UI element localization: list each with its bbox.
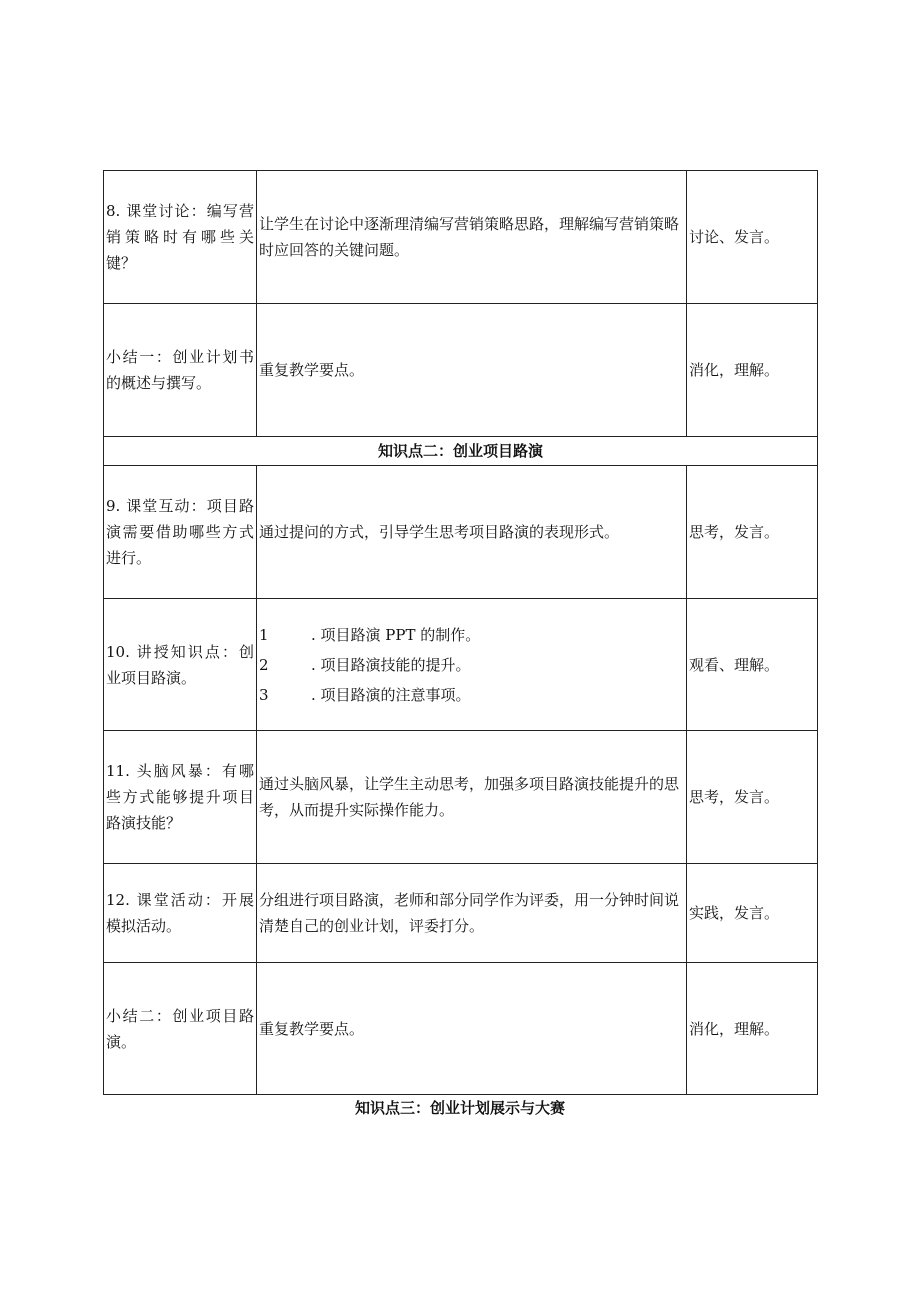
content-cell: 通过头脑风暴，让学生主动思考，加强多项目路演技能提升的思考，从而提升实际操作能力。 — [257, 731, 687, 864]
step-text: 小结一：创业计划书的概述与撰写。 — [106, 348, 254, 392]
step-cell — [104, 599, 257, 731]
content-cell — [257, 599, 687, 731]
step-cell — [104, 466, 257, 599]
section-header-row — [104, 437, 818, 466]
section-title: 知识点二：创业项目路演 — [104, 437, 818, 466]
list-number: 1 — [259, 625, 269, 644]
list-number: 3 — [259, 685, 269, 704]
table-row-10 — [104, 599, 818, 731]
table-row-12 — [104, 864, 818, 963]
lesson-plan-table — [103, 170, 818, 1095]
step-cell — [104, 963, 257, 1095]
table-row-summary-1 — [104, 304, 818, 437]
list-text: . 项目路演的注意事项。 — [311, 685, 471, 704]
list-item — [259, 680, 684, 710]
activity-cell: 实践，发言。 — [687, 864, 818, 963]
table-row-summary-2 — [104, 963, 818, 1095]
step-text: 11. 头脑风暴：有哪些方式能够提升项目路演技能？ — [106, 762, 254, 832]
table-row-8 — [104, 171, 818, 304]
list-item — [259, 620, 684, 650]
activity-cell: 讨论、发言。 — [687, 171, 818, 304]
step-text: 8. 课堂讨论：编写营销策略时有哪些关键？ — [106, 202, 254, 272]
activity-cell: 思考，发言。 — [687, 731, 818, 864]
step-cell — [104, 731, 257, 864]
topic-list — [259, 620, 684, 710]
activity-cell: 消化，理解。 — [687, 963, 818, 1095]
table-row-9 — [104, 466, 818, 599]
step-text: 12. 课堂活动：开展模拟活动。 — [106, 891, 254, 935]
activity-cell: 消化，理解。 — [687, 304, 818, 437]
step-text: 9. 课堂互动：项目路演需要借助哪些方式进行。 — [106, 497, 254, 567]
table-row-11 — [104, 731, 818, 864]
content-cell: 分组进行项目路演，老师和部分同学作为评委，用一分钟时间说清楚自己的创业计划，评委打分。 — [257, 864, 687, 963]
content-cell: 让学生在讨论中逐渐理清编写营销策略思路，理解编写营销策略时应回答的关键问题。 — [257, 171, 687, 304]
activity-cell: 思考，发言。 — [687, 466, 818, 599]
content-cell: 重复教学要点。 — [257, 304, 687, 437]
step-text: 10. 讲授知识点：创业项目路演。 — [106, 642, 254, 687]
list-text: . 项目路演 PPT 的制作。 — [311, 625, 481, 644]
list-number: 2 — [259, 655, 269, 674]
step-cell — [104, 864, 257, 963]
step-cell — [104, 304, 257, 437]
step-text: 小结二：创业项目路演。 — [106, 1006, 254, 1051]
list-item — [259, 650, 684, 680]
next-section-title: 知识点三：创业计划展示与大赛 — [354, 1099, 565, 1117]
step-cell — [104, 171, 257, 304]
content-cell: 重复教学要点。 — [257, 963, 687, 1095]
list-text: . 项目路演技能的提升。 — [311, 655, 471, 674]
content-cell: 通过提问的方式，引导学生思考项目路演的表现形式。 — [257, 466, 687, 599]
activity-cell: 观看、理解。 — [687, 599, 818, 731]
